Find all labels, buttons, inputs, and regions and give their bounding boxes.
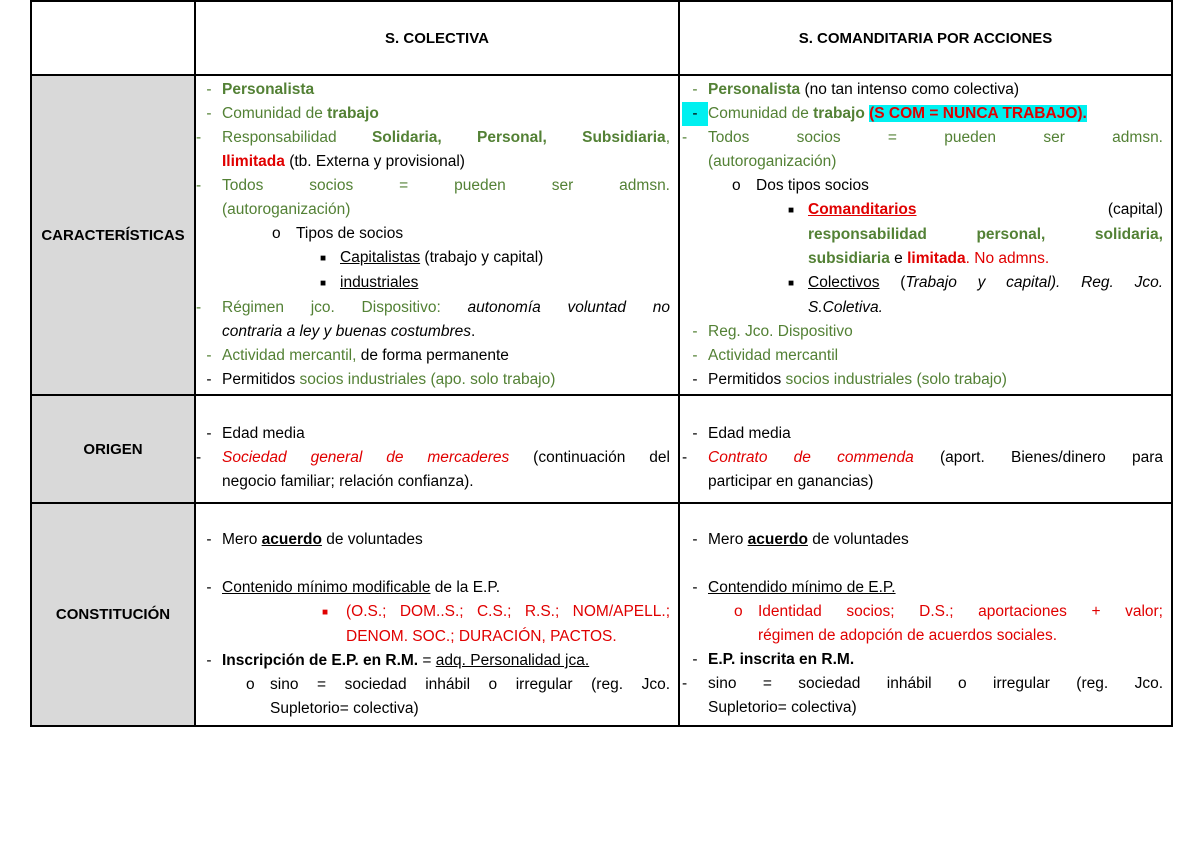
list-item: Supletorio= colectiva) [708, 699, 857, 716]
list-item: - E.P. inscrita en R.M. [692, 651, 855, 668]
list-item: participar en ganancias) [708, 473, 874, 490]
cell-origen-colectiva [195, 395, 679, 503]
column-header-colectiva: S. COLECTIVA [195, 1, 679, 75]
list-item: - Reg. Jco. Dispositivo [692, 323, 853, 340]
list-item: - Comunidad de trabajo [206, 105, 379, 122]
cell-caracteristicas-colectiva [195, 75, 679, 395]
list-item: (autoroganización) [708, 153, 837, 170]
row-caracteristicas [31, 75, 1172, 395]
list-item: - Edad media [692, 425, 791, 442]
list-item: o sino = sociedad inhábil o irregular (reg. Jco. [246, 676, 670, 693]
list-item: - Comunidad de trabajo (S COM = NUNCA TRABAJO). [708, 102, 1163, 126]
list-item: - Permitidos socios industriales (solo trabajo) [692, 371, 1007, 388]
header-row [31, 1, 1172, 75]
list-item: negocio familiar; relación confianza). [222, 473, 474, 490]
list-item: o Identidad socios; D.S.; aportaciones + valor; [734, 603, 1163, 620]
row-header-origen: ORIGEN [31, 395, 195, 503]
empty-corner-cell [31, 1, 195, 75]
list-item: - Sociedad general de mercaderes (continuación del [196, 449, 670, 466]
list-item: o Dos tipos socios [732, 177, 869, 194]
list-item: - Mero acuerdo de voluntades [206, 531, 423, 548]
list-item: - Mero acuerdo de voluntades [692, 531, 909, 548]
list-item: - Actividad mercantil [692, 347, 839, 364]
list-item: ■ Comanditarios (capital) [788, 201, 1163, 218]
list-item: - Personalista [206, 81, 315, 98]
list-item: - Todos socios = pueden ser admsn. [196, 177, 670, 194]
row-origen [31, 395, 1172, 503]
list-item: ■ industriales [320, 274, 419, 291]
list-item: responsabilidad personal, solidaria, [808, 226, 1163, 243]
list-item: - sino = sociedad inhábil o irregular (reg. Jco. [682, 675, 1163, 692]
cell-caracteristicas-comanditaria [679, 75, 1172, 395]
cell-constitucion-colectiva [195, 503, 679, 726]
list-item: - Contrato de commenda (aport. Bienes/dinero para [682, 449, 1163, 466]
list-item: ■ Capitalistas (trabajo y capital) [320, 249, 544, 266]
list-item: DENOM. SOC.; DURACIÓN, PACTOS. [346, 628, 617, 645]
list-item: subsidiaria e limitada. No admns. [808, 250, 1050, 267]
list-item: - Responsabilidad Solidaria, Personal, Subsidiaria, [196, 129, 670, 146]
list-item: - Permitidos socios industriales (apo. solo trabajo) [206, 371, 556, 388]
list-item: o Tipos de socios [272, 225, 404, 242]
row-header-constitucion: CONSTITUCIÓN [31, 503, 195, 726]
list-item: - Contendido mínimo de E.P. [692, 579, 896, 596]
list-item: ■ (O.S.; DOM..S.; C.S.; R.S.; NOM/APELL.; [322, 603, 670, 620]
cell-constitucion-comanditaria [679, 503, 1172, 726]
list-item: (autoroganización) [222, 201, 351, 218]
list-item: - Todos socios = pueden ser admsn. [682, 129, 1163, 146]
row-constitucion [31, 503, 1172, 726]
comparison-table [30, 0, 1173, 727]
column-header-comanditaria: S. COMANDITARIA POR ACCIONES [679, 1, 1172, 75]
list-item: Supletorio= colectiva) [270, 700, 419, 717]
list-item: - Régimen jco. Dispositivo: autonomía voluntad no [196, 299, 670, 316]
list-item: - Inscripción de E.P. en R.M. = adq. Personalidad jca. [206, 652, 590, 669]
row-header-caracteristicas: CARACTERÍSTICAS [31, 75, 195, 395]
cell-origen-comanditaria [679, 395, 1172, 503]
list-item: contraria a ley y buenas costumbres. [222, 323, 476, 340]
list-item: - Contenido mínimo modificable de la E.P. [206, 579, 501, 596]
list-item: - Personalista (no tan intenso como colectiva) [692, 81, 1020, 98]
list-item: régimen de adopción de acuerdos sociales. [758, 627, 1057, 644]
list-item: - Edad media [206, 425, 305, 442]
list-item: ■ Colectivos (Trabajo y capital). Reg. Jco. [788, 274, 1164, 291]
list-item: Ilimitada (tb. Externa y provisional) [222, 153, 465, 170]
list-item: S.Coletiva. [808, 299, 883, 316]
list-item: - Actividad mercantil, de forma permanente [206, 347, 509, 364]
